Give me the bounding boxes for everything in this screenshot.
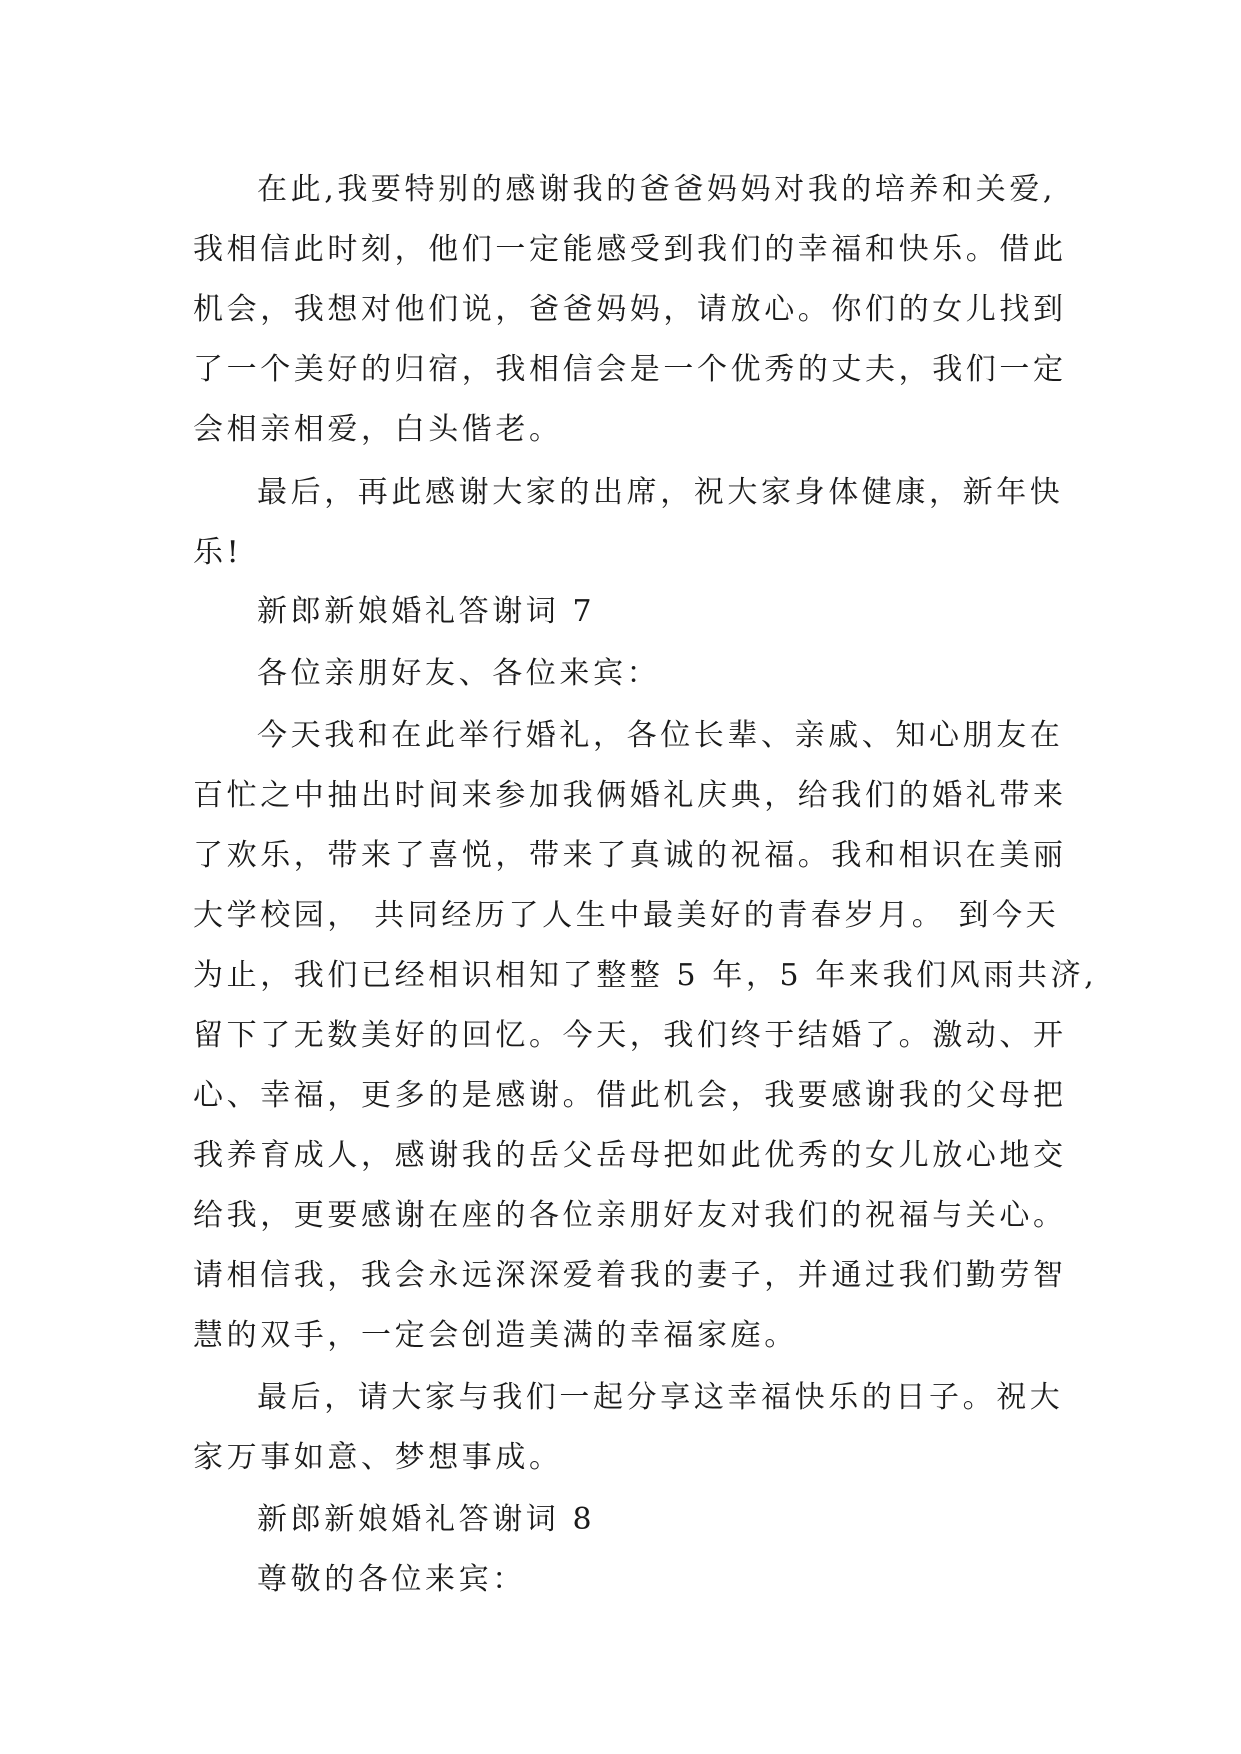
text-line: 机会，我想对他们说，爸爸妈妈，请放心。你们的女儿找到: [193, 292, 1067, 327]
text-line: 乐!: [193, 535, 243, 570]
text-line: 最后，再此感谢大家的出席，祝大家身体健康，新年快: [257, 475, 1064, 510]
text-line: 我相信此时刻，他们一定能感受到我们的幸福和快乐。借此: [193, 232, 1067, 267]
text-line: 留下了无数美好的回忆。今天，我们终于结婚了。激动、开: [193, 1018, 1067, 1053]
text-line: 慧的双手，一定会创造美满的幸福家庭。: [193, 1318, 798, 1353]
section-heading: 新郎新娘婚礼答谢词 7: [257, 594, 596, 629]
text-line: 在此,我要特别的感谢我的爸爸妈妈对我的培养和关爱,: [257, 172, 1057, 207]
text-line: 最后，请大家与我们一起分享这幸福快乐的日子。祝大: [257, 1380, 1064, 1415]
text-line: 会相亲相爱，白头偕老。: [193, 412, 563, 447]
section-heading: 新郎新娘婚礼答谢词 8: [257, 1502, 596, 1537]
text-line: 我养育成人，感谢我的岳父岳母把如此优秀的女儿放心地交: [193, 1138, 1067, 1173]
salutation: 各位亲朋好友、各位来宾：: [257, 656, 661, 691]
text-line: 了欢乐，带来了喜悦，带来了真诚的祝福。我和相识在美丽: [193, 838, 1067, 873]
text-line: 了一个美好的归宿，我相信会是一个优秀的丈夫，我们一定: [193, 352, 1067, 387]
text-line: 请相信我，我会永远深深爱着我的妻子，并通过我们勤劳智: [193, 1258, 1067, 1293]
text-line: 家万事如意、梦想事成。: [193, 1440, 563, 1475]
text-line: 给我，更要感谢在座的各位亲朋好友对我们的祝福与关心。: [193, 1198, 1067, 1233]
text-line: 今天我和在此举行婚礼，各位长辈、亲戚、知心朋友在: [257, 718, 1064, 753]
text-line: 心、幸福，更多的是感谢。借此机会，我要感谢我的父母把: [193, 1078, 1067, 1113]
text-line: 百忙之中抽出时间来参加我俩婚礼庆典，给我们的婚礼带来: [193, 778, 1067, 813]
text-line: 大学校园， 共同经历了人生中最美好的青春岁月。 到今天: [193, 898, 1060, 933]
text-line: 为止，我们已经相识相知了整整 5 年，5 年来我们风雨共济,: [193, 958, 1098, 993]
salutation: 尊敬的各位来宾：: [257, 1562, 526, 1597]
